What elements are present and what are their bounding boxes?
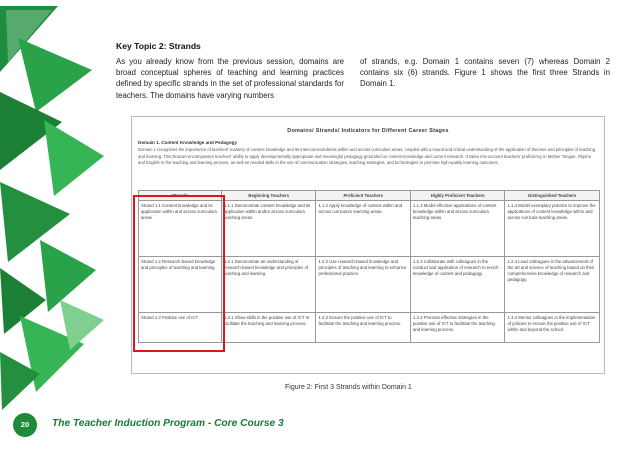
intro-text-left: As you already know from the previous session, domains are broad conceptual spheres of teaching and learning practices defined by specific strands in the set of professional standards for teachers. The domains have varying numbers (116, 57, 344, 100)
indicator-cell: 1.3.1 Show skills in the positive use of ICT to facilitate the teaching and learning process. (221, 313, 316, 343)
column-header: Distinguished Teachers (505, 191, 600, 201)
strand-cell: Strand 1.1 Content knowledge and its application within and across curriculum areas (139, 201, 222, 257)
indicator-cell: 1.2.1 Demonstrate an understanding of research-based knowledge and principles of teaching and learning. (221, 257, 316, 313)
footer-title: The Teacher Induction Program - Core Course 3 (52, 418, 284, 429)
indicator-cell: 1.2.4 Lead colleagues in the advancement of the art and science of teaching based on their comprehensive knowledge of research and pedagogy. (505, 257, 600, 313)
indicator-cell: 1.3.4 Mentor colleagues in the implementation of policies to ensure the positive use of ICT within and beyond the school. (505, 313, 600, 343)
column-header: Strands (139, 191, 222, 201)
table-header-row (139, 191, 600, 201)
indicator-cell: 1.3.3 Promote effective strategies in the positive use of ICT to facilitate the teaching and learning process. (410, 313, 505, 343)
page-number-badge: 20 (13, 413, 37, 437)
indicator-cell: 1.2.2 Use research-based knowledge and principles of teaching and learning to enhance professional practice. (316, 257, 411, 313)
decorative-triangles (0, 0, 110, 451)
domain-description: Domain 1 recognizes the importance of teachers' mastery of content knowledge and its interconnectedness within and across curriculum areas, coupled with a sound and critical understanding of the application of theories and principles of teaching and learning. This Domain encompasses teachers' ability to apply developmentally appropriate and meaningful pedagogy grounded on content knowledge and current research. It takes into account teachers' proficiency in Mother Tongue, Filipino and English in the teaching and learning process, as well as needed skills in the use of communication strategies, teaching strategies, and technologies to promote high-quality learning outcomes. (138, 147, 596, 166)
indicator-cell: 1.1.1 Demonstrate content knowledge and its application within and/or across curriculum teaching areas. (221, 201, 316, 257)
column-header: Proficient Teachers (316, 191, 411, 201)
indicator-cell: 1.1.3 Model effective applications of content knowledge within and across curriculum teaching areas. (410, 201, 505, 257)
indicator-cell: 1.2.3 Collaborate with colleagues in the conduct and application of research to enrich knowledge of content and pedagogy. (410, 257, 505, 313)
strands-table (138, 190, 600, 343)
strands-figure (131, 116, 605, 374)
table-row (139, 257, 600, 313)
domain-heading: Domain 1. Content Knowledge and Pedagogy (138, 140, 238, 145)
intro-text-right: of strands, e.g. Domain 1 contains seven (7) whereas Domain 2 contains six (6) strands. Figure 1 shows the first three Strands in Domain 1. (360, 57, 610, 89)
figure-caption: Figure 2: First 3 Strands within Domain 1 (285, 384, 412, 391)
indicator-cell: 1.1.2 Apply knowledge of content within and across curriculum teaching areas. (316, 201, 411, 257)
table-row (139, 313, 600, 343)
strand-cell: Strand 1.2 Research-based knowledge and principles of teaching and learning (139, 257, 222, 313)
strand-cell: Strand 1.3 Positive use of ICT (139, 313, 222, 343)
figure-title: Domains/ Strands/ Indicators for Different Career Stages (287, 128, 449, 134)
table-row (139, 201, 600, 257)
section-heading: Key Topic 2: Strands (116, 41, 201, 51)
column-header: Highly Proficient Teachers (410, 191, 505, 201)
column-header: Beginning Teachers (221, 191, 316, 201)
indicator-cell: 1.1.4 Model exemplary practice to improve the applications of content knowledge within and across curricula teaching areas. (505, 201, 600, 257)
indicator-cell: 1.3.2 Ensure the positive use of ICT to facilitate the teaching and learning process. (316, 313, 411, 343)
